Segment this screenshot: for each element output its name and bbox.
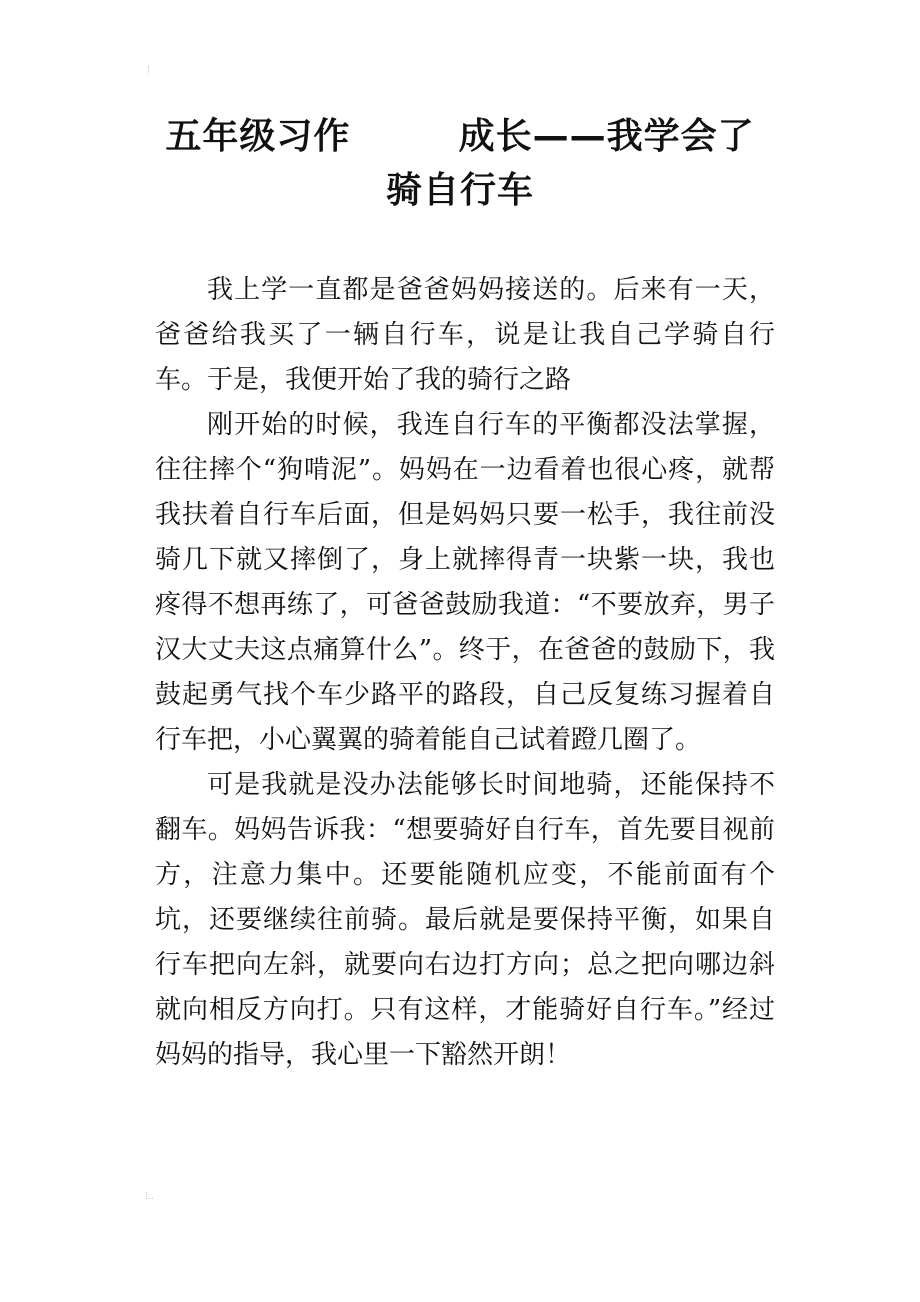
paragraph-2: 刚开始的时候，我连自行车的平衡都没法掌握，往往摔个“狗啃泥”。妈妈在一边看着也很心疼，就帮我扶着自行车后面，但是妈妈只要一松手，我往前没骑几下就又摔倒了，身上就摔得青一块紫一块，我也疼得不想再练了，可爸爸鼓励我道：“不要放弃，男子汉大丈夫这点痛算什么”。终于，在爸爸的鼓励下，我鼓起勇气找个车少路平的路段，自己反复练习握着自行车把，小心翼翼的骑着能自己试着蹬几圈了。 — [155, 410, 775, 755]
essay-title — [140, 110, 780, 218]
title-line-1: 五年级习作 成长——我学会了 — [165, 116, 755, 157]
essay-body — [155, 268, 775, 1078]
paragraph-1: 我上学一直都是爸爸妈妈接送的。后来有一天，爸爸给我买了一辆自行车，说是让我自己学骑自行车。于是，我便开始了我的骑行之路 — [155, 275, 775, 395]
title-line-2: 骑自行车 — [385, 170, 534, 211]
corner-mark-top — [148, 66, 153, 74]
corner-mark-bottom — [146, 1192, 153, 1199]
paragraph-3: 可是我就是没办法能够长时间地骑，还能保持不翻车。妈妈告诉我：“想要骑好自行车，首先要目视前方，注意力集中。还要能随机应变，不能前面有个坑，还要继续往前骑。最后就是要保持平衡，如果自行车把向左斜，就要向右边打方向；总之把向哪边斜就向相反方向打。只有这样，才能骑好自行车。”经过妈妈的指导，我心里一下豁然开朗！ — [155, 770, 775, 1070]
